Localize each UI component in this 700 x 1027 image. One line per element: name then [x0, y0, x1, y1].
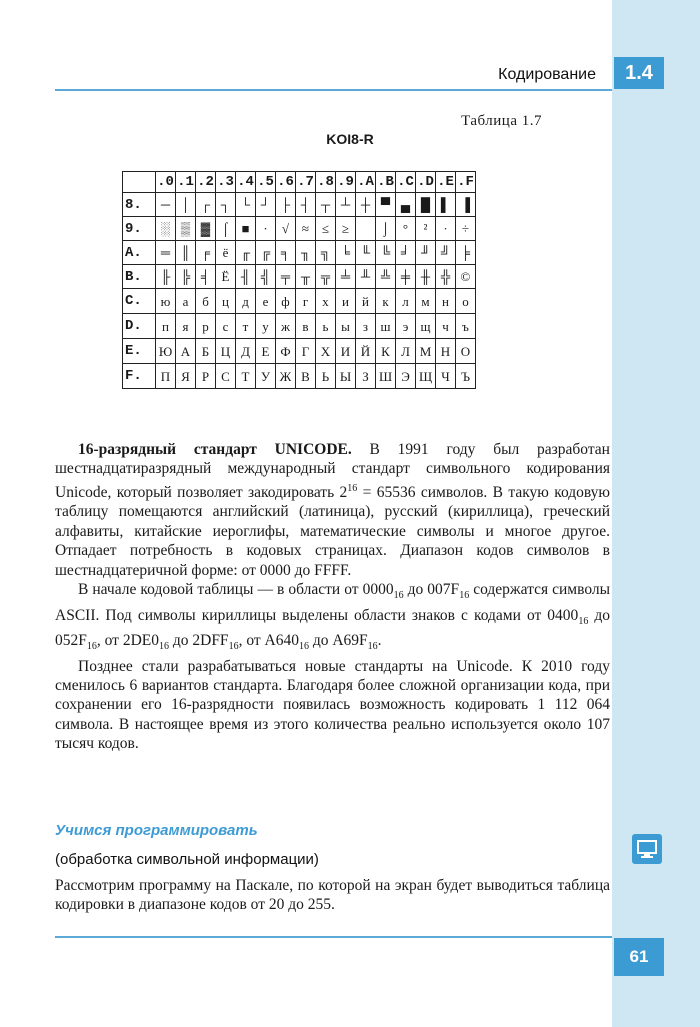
- side-strip: [612, 0, 700, 1027]
- table-cell: Е: [256, 339, 276, 364]
- table-cell: м: [416, 289, 436, 314]
- table-cell: ╧: [336, 265, 356, 289]
- row-header: 8.: [123, 193, 156, 217]
- table-row: [123, 265, 476, 289]
- table-cell: ╩: [376, 265, 396, 289]
- table-cell: Р: [196, 364, 216, 389]
- table-cell: ▌: [436, 193, 456, 217]
- row-header: C.: [123, 289, 156, 314]
- table-cell: ≥: [336, 217, 356, 241]
- table-cell: С: [216, 364, 236, 389]
- table-cell: ╠: [176, 265, 196, 289]
- table-cell: В: [296, 364, 316, 389]
- table-cell: ├: [276, 193, 296, 217]
- para2-t5: , от 2DE0: [96, 632, 159, 649]
- table-cell: щ: [416, 314, 436, 339]
- computer-icon: [632, 834, 662, 864]
- para2-t8: до A69F: [308, 632, 368, 649]
- table-row: [123, 289, 476, 314]
- table-cell: ╔: [256, 241, 276, 265]
- table-cell: ┬: [316, 193, 336, 217]
- paragraph-standards: Позднее стали разрабатываться новые стандарты на Unicode. К 2010 году сменилось 6 вариантов стандарта. Благодаря более сложной организации кода, при сохранении его 16-разрядности появилась возможность кодировать 1 112 064 символа. В настоящее время из этого количества реально используется около 107 тысяч кодов.: [55, 657, 610, 753]
- row-header: A.: [123, 241, 156, 265]
- table-cell: з: [356, 314, 376, 339]
- table-cell: ╡: [196, 265, 216, 289]
- table-cell: ┐: [216, 193, 236, 217]
- table-cell: √: [276, 217, 296, 241]
- column-header: .F: [456, 172, 476, 193]
- column-header: .B: [376, 172, 396, 193]
- table-cell: ⌡: [376, 217, 396, 241]
- para2-t7: , от A640: [238, 632, 299, 649]
- table-cell: ╟: [156, 265, 176, 289]
- table-body: [123, 193, 476, 389]
- table-cell: Б: [196, 339, 216, 364]
- table-cell: ╞: [456, 241, 476, 265]
- table-cell: ╫: [416, 265, 436, 289]
- table-cell: ё: [216, 241, 236, 265]
- table-cell: ╙: [356, 241, 376, 265]
- table-cell: [356, 217, 376, 241]
- table-cell: ≤: [316, 217, 336, 241]
- row-header: 9.: [123, 217, 156, 241]
- column-header: .E: [436, 172, 456, 193]
- para2-t3: содержатся символы ASCII. Под символы кириллицы выделены области знаков с кодами от 0400: [55, 581, 611, 624]
- paragraph-ranges: [55, 580, 610, 657]
- table-cell: ╪: [396, 265, 416, 289]
- table-cell: ╒: [196, 241, 216, 265]
- table-cell: Э: [396, 364, 416, 389]
- row-header: E.: [123, 339, 156, 364]
- para1-text-a: В 1991 году был разработан шестнадцатиразрядный международный стандарт символьного кодирования Unicode, который позволяет закодировать 2: [55, 441, 610, 501]
- table-cell: ╤: [276, 265, 296, 289]
- table-cell: ▄: [396, 193, 416, 217]
- table-cell: Т: [236, 364, 256, 389]
- table-cell: Д: [236, 339, 256, 364]
- unicode-heading: 16-разрядный стандарт UNICODE.: [78, 441, 352, 458]
- table-cell: н: [436, 289, 456, 314]
- section-badge: 1.4: [614, 57, 664, 89]
- column-header: .C: [396, 172, 416, 193]
- table-cell: Ч: [436, 364, 456, 389]
- table-cell: Ц: [216, 339, 236, 364]
- table-cell: ⌠: [216, 217, 236, 241]
- table-cell: ╗: [316, 241, 336, 265]
- column-header: .2: [196, 172, 216, 193]
- table-cell: З: [356, 364, 376, 389]
- table-row: [123, 339, 476, 364]
- table-cell: ÷: [456, 217, 476, 241]
- column-header: .0: [156, 172, 176, 193]
- table-cell: ─: [156, 193, 176, 217]
- table-cell: а: [176, 289, 196, 314]
- table-cell: ┤: [296, 193, 316, 217]
- table-cell: ▓: [196, 217, 216, 241]
- table-cell: ║: [176, 241, 196, 265]
- column-header: .5: [256, 172, 276, 193]
- table-cell: ┼: [356, 193, 376, 217]
- table-cell: г: [296, 289, 316, 314]
- table-cell: ═: [156, 241, 176, 265]
- table-cell: И: [336, 339, 356, 364]
- table-cell: ╛: [396, 241, 416, 265]
- table-cell: ▀: [376, 193, 396, 217]
- table-cell: Ы: [336, 364, 356, 389]
- table-cell: ъ: [456, 314, 476, 339]
- table-cell: ф: [276, 289, 296, 314]
- table-cell: ╓: [236, 241, 256, 265]
- header-rule: [55, 89, 612, 91]
- table-cell: Ъ: [456, 364, 476, 389]
- table-cell: ▐: [456, 193, 476, 217]
- table-cell: Ш: [376, 364, 396, 389]
- column-header: .6: [276, 172, 296, 193]
- column-header: .1: [176, 172, 196, 193]
- table-cell: в: [296, 314, 316, 339]
- table-cell: ь: [316, 314, 336, 339]
- learn-heading: Учимся программировать: [55, 822, 258, 839]
- table-cell: ┴: [336, 193, 356, 217]
- table-cell: █: [416, 193, 436, 217]
- table-cell: ю: [156, 289, 176, 314]
- koi8r-table: [122, 171, 476, 389]
- para2-t9: .: [377, 632, 382, 649]
- table-cell: ┘: [256, 193, 276, 217]
- table-cell: ц: [216, 289, 236, 314]
- table-cell: с: [216, 314, 236, 339]
- header-title: Кодирование: [498, 66, 596, 83]
- table-cell: ╢: [236, 265, 256, 289]
- table-cell: ·: [436, 217, 456, 241]
- table-cell: Ь: [316, 364, 336, 389]
- table-cell: д: [236, 289, 256, 314]
- table-cell: т: [236, 314, 256, 339]
- row-header: D.: [123, 314, 156, 339]
- table-cell: Г: [296, 339, 316, 364]
- table-cell: р: [196, 314, 216, 339]
- table-cell: Ж: [276, 364, 296, 389]
- table-cell: х: [316, 289, 336, 314]
- table-header-row: [123, 172, 476, 193]
- table-cell: и: [336, 289, 356, 314]
- row-header: B.: [123, 265, 156, 289]
- table-cell: А: [176, 339, 196, 364]
- para2-sub: 16: [578, 615, 589, 627]
- table-row: [123, 364, 476, 389]
- table-cell: Н: [436, 339, 456, 364]
- para2-sub: 16: [158, 641, 169, 653]
- table-cell: э: [396, 314, 416, 339]
- table-cell: я: [176, 314, 196, 339]
- para2-t2: до 007F: [403, 581, 460, 598]
- table-row: [123, 217, 476, 241]
- table-cell: Ё: [216, 265, 236, 289]
- column-header: .9: [336, 172, 356, 193]
- column-header: .4: [236, 172, 256, 193]
- table-cell: ╘: [336, 241, 356, 265]
- table-cell: ы: [336, 314, 356, 339]
- table-cell: ╝: [436, 241, 456, 265]
- closing-paragraph: Рассмотрим программу на Паскале, по которой на экран будет выводиться таблица кодировки в диапазоне кодов от 20 до 255.: [55, 877, 610, 914]
- table-cell: ∙: [256, 217, 276, 241]
- page-number: 61: [614, 938, 664, 976]
- table-cell: Щ: [416, 364, 436, 389]
- table-cell: °: [396, 217, 416, 241]
- table-cell: ч: [436, 314, 456, 339]
- table-cell: у: [256, 314, 276, 339]
- para2-sub: 16: [367, 641, 378, 653]
- para2-sub: 16: [393, 590, 404, 602]
- row-header: F.: [123, 364, 156, 389]
- table-cell: │: [176, 193, 196, 217]
- table-cell: Л: [396, 339, 416, 364]
- table-cell: Ю: [156, 339, 176, 364]
- column-header: .7: [296, 172, 316, 193]
- table-cell: к: [376, 289, 396, 314]
- table-cell: п: [156, 314, 176, 339]
- table-cell: Х: [316, 339, 336, 364]
- table-cell: П: [156, 364, 176, 389]
- table-cell: б: [196, 289, 216, 314]
- table-cell: О: [456, 339, 476, 364]
- para2-t1: В начале кодовой таблицы — в области от 0000: [78, 581, 394, 598]
- table-cell: ж: [276, 314, 296, 339]
- table-cell: ╦: [316, 265, 336, 289]
- table-row: [123, 193, 476, 217]
- table-cell: ╣: [256, 265, 276, 289]
- table-row: [123, 241, 476, 265]
- table-cell: М: [416, 339, 436, 364]
- computer-icon-svg: [636, 839, 658, 859]
- table-cell: ░: [156, 217, 176, 241]
- para1-sup: 16: [347, 482, 358, 494]
- table-cell: ╜: [416, 241, 436, 265]
- table-cell: ▒: [176, 217, 196, 241]
- table-cell: е: [256, 289, 276, 314]
- table-cell: ╚: [376, 241, 396, 265]
- table-row: [123, 314, 476, 339]
- table-cell: й: [356, 289, 376, 314]
- table-cell: ╥: [296, 265, 316, 289]
- para2-sub: 16: [459, 590, 470, 602]
- table-cell: ╖: [296, 241, 316, 265]
- footer-rule: [55, 936, 612, 938]
- table-cell: о: [456, 289, 476, 314]
- learn-subheading: (обработка символьной информации): [55, 851, 319, 868]
- table-cell: Ф: [276, 339, 296, 364]
- table-cell: ╕: [276, 241, 296, 265]
- table-cell: ≈: [296, 217, 316, 241]
- table-cell: ╬: [436, 265, 456, 289]
- table-corner-cell: [123, 172, 156, 193]
- para2-t4: до 052F: [55, 606, 610, 649]
- table-cell: ╨: [356, 265, 376, 289]
- column-header: .8: [316, 172, 336, 193]
- column-header: .A: [356, 172, 376, 193]
- para2-sub: 16: [298, 641, 309, 653]
- body-text: [55, 440, 610, 754]
- table-cell: ■: [236, 217, 256, 241]
- para1-text-b: = 65536 символов. В такую кодовую таблицу помещаются английский (латиница), русский (кириллица), греческий алфавиты, китайские иероглифы, математические символы и многое другое. Отпадает потребность в кодовых страницах. Диапазон кодов символов в шестнадцатеричной форме: от 0000 до FFFF.: [55, 483, 611, 579]
- table-caption: Таблица 1.7: [461, 113, 542, 129]
- table-cell: Й: [356, 339, 376, 364]
- table-cell: ш: [376, 314, 396, 339]
- para2-t6: до 2DFF: [168, 632, 229, 649]
- paragraph-unicode: [55, 440, 610, 580]
- para2-sub: 16: [228, 641, 239, 653]
- table-cell: ┌: [196, 193, 216, 217]
- table-cell: ²: [416, 217, 436, 241]
- table-cell: ©: [456, 265, 476, 289]
- table-cell: л: [396, 289, 416, 314]
- para2-sub: 16: [86, 641, 97, 653]
- table-cell: Я: [176, 364, 196, 389]
- table-title: KOI8-R: [326, 131, 374, 147]
- column-header: .D: [416, 172, 436, 193]
- table-cell: У: [256, 364, 276, 389]
- table-cell: К: [376, 339, 396, 364]
- column-header: .3: [216, 172, 236, 193]
- table-cell: └: [236, 193, 256, 217]
